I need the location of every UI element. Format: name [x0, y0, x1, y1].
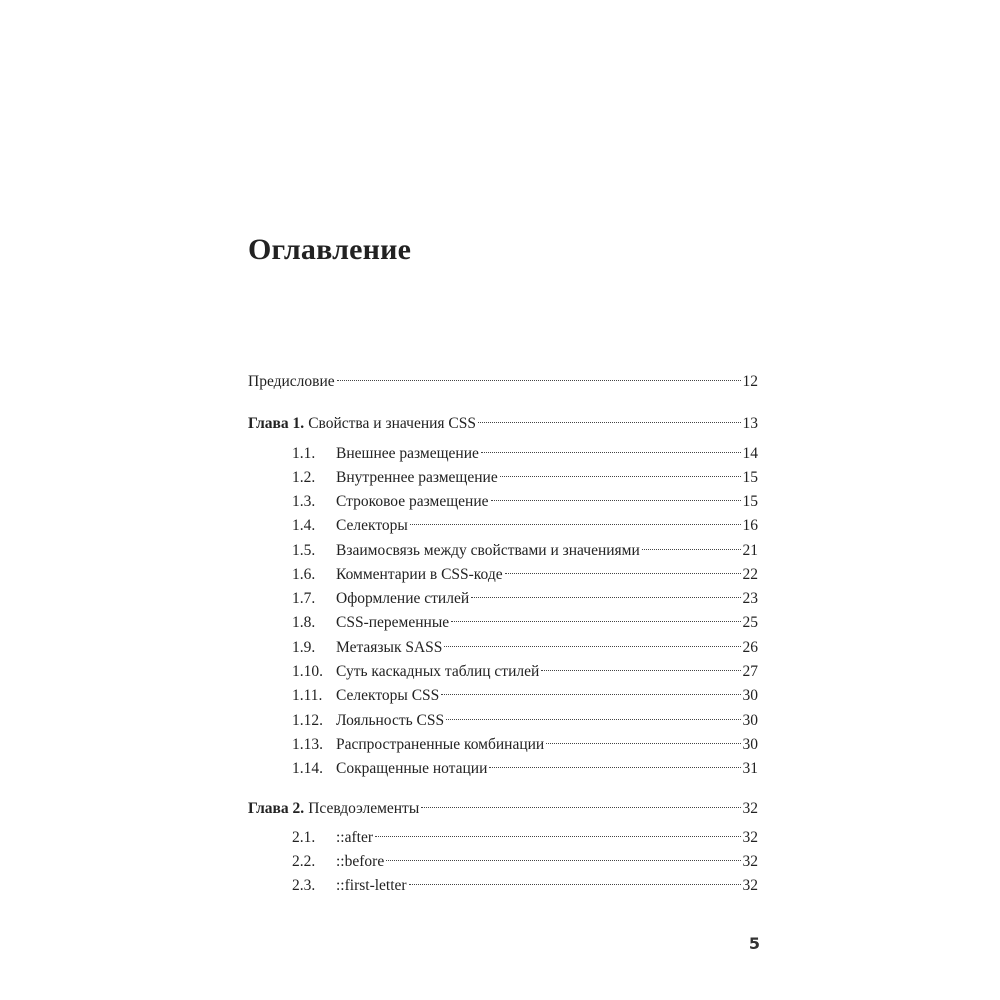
- toc-section[interactable]: [248, 559, 758, 583]
- toc-entry-page: 14: [742, 445, 758, 462]
- toc-entry-title: Взаимосвязь между свойствами и значениями: [336, 542, 640, 559]
- toc-entry-page: 25: [742, 614, 758, 631]
- toc-entry-title: Внешнее размещение: [336, 445, 479, 462]
- toc-entry-page: 16: [742, 517, 758, 534]
- toc-entry-title: Комментарии в CSS-коде: [336, 566, 503, 583]
- toc-section[interactable]: [248, 729, 758, 753]
- table-of-contents: [248, 0, 758, 1000]
- toc-entry-title: CSS-переменные: [336, 614, 450, 631]
- toc-entry-page: 15: [742, 493, 758, 510]
- toc-chapter-2[interactable]: [248, 793, 758, 817]
- toc-entry-page: 23: [742, 590, 758, 607]
- toc-entry-title: ::after: [336, 829, 374, 846]
- toc-entry-page: 26: [742, 639, 758, 656]
- dot-leader: [410, 510, 741, 530]
- toc-section[interactable]: [248, 656, 758, 680]
- toc-entry-title: ::first-letter: [336, 877, 407, 894]
- toc-entry-title: Псевдоэлементы: [308, 800, 420, 817]
- toc-section[interactable]: [248, 583, 758, 607]
- dot-leader: [642, 535, 741, 555]
- toc-entry-title: Предисловие: [248, 373, 335, 390]
- toc-entry-title: Сокращенные нотации: [336, 760, 488, 777]
- toc-entry-title: Распространенные комбинации: [336, 736, 545, 753]
- toc-entry-page: 30: [742, 736, 758, 753]
- toc-entry-title: Лояльность CSS: [336, 712, 445, 729]
- chapter-label: Глава 2.: [248, 800, 305, 817]
- dot-leader: [446, 705, 740, 725]
- section-number: 1.8.: [292, 614, 316, 631]
- toc-entry-page: 13: [742, 415, 758, 432]
- dot-leader: [471, 583, 740, 603]
- toc-entry-page: 32: [742, 853, 758, 870]
- dot-leader: [444, 632, 740, 652]
- toc-entry-page: 30: [742, 712, 758, 729]
- dot-leader: [478, 408, 740, 428]
- section-number: 1.4.: [292, 517, 316, 534]
- section-number: 2.1.: [292, 829, 316, 846]
- toc-entry-title: Селекторы CSS: [336, 687, 440, 704]
- toc-entry-page: 12: [742, 373, 758, 390]
- toc-section[interactable]: [248, 753, 758, 777]
- section-number: 1.11.: [292, 687, 323, 704]
- toc-entry-page: 22: [742, 566, 758, 583]
- toc-chapter-1[interactable]: [248, 408, 758, 432]
- toc-entry-title: Метаязык SASS: [336, 639, 443, 656]
- dot-leader: [375, 822, 740, 842]
- dot-leader: [491, 486, 741, 506]
- section-number: 1.10.: [292, 663, 323, 680]
- toc-section[interactable]: [248, 822, 758, 846]
- toc-entry-title: ::before: [336, 853, 385, 870]
- section-number: 1.6.: [292, 566, 316, 583]
- toc-section[interactable]: [248, 486, 758, 510]
- page-number: 5: [748, 934, 760, 953]
- toc-entry-title: Строковое размещение: [336, 493, 489, 510]
- dot-leader: [451, 607, 740, 627]
- section-number: 1.7.: [292, 590, 316, 607]
- toc-entry-page: 32: [742, 829, 758, 846]
- toc-section[interactable]: [248, 705, 758, 729]
- toc-section[interactable]: [248, 632, 758, 656]
- toc-entry-title: Селекторы: [336, 517, 408, 534]
- dot-leader: [505, 559, 741, 579]
- toc-entry-page: 31: [742, 760, 758, 777]
- dot-leader: [421, 793, 740, 813]
- dot-leader: [337, 366, 741, 386]
- dot-leader: [546, 729, 740, 749]
- toc-entry-title: Суть каскадных таблиц стилей: [336, 663, 540, 680]
- section-number: 1.13.: [292, 736, 323, 753]
- toc-section[interactable]: [248, 462, 758, 486]
- toc-entry-page: 32: [742, 877, 758, 894]
- toc-section[interactable]: [248, 870, 758, 894]
- dot-leader: [441, 680, 740, 700]
- toc-entry-preface[interactable]: [248, 366, 758, 390]
- section-number: 1.1.: [292, 445, 316, 462]
- dot-leader: [500, 462, 741, 482]
- section-number: 1.5.: [292, 542, 316, 559]
- toc-entry-title: Оформление стилей: [336, 590, 470, 607]
- toc-entry-title: Внутреннее размещение: [336, 469, 498, 486]
- toc-section[interactable]: [248, 510, 758, 534]
- toc-entry-page: 15: [742, 469, 758, 486]
- section-number: 1.2.: [292, 469, 316, 486]
- dot-leader: [489, 753, 740, 773]
- toc-entry-title: Свойства и значения CSS: [308, 415, 477, 432]
- section-number: 1.14.: [292, 760, 323, 777]
- dot-leader: [481, 438, 741, 458]
- dot-leader: [386, 846, 740, 866]
- section-number: 1.12.: [292, 712, 323, 729]
- dot-leader: [541, 656, 740, 676]
- page-title: Оглавление: [248, 233, 412, 266]
- dot-leader: [409, 870, 741, 890]
- toc-entry-page: 30: [742, 687, 758, 704]
- section-number: 1.9.: [292, 639, 316, 656]
- toc-entry-page: 27: [742, 663, 758, 680]
- toc-section[interactable]: [248, 535, 758, 559]
- toc-section[interactable]: [248, 438, 758, 462]
- toc-section[interactable]: [248, 680, 758, 704]
- toc-entry-page: 21: [742, 542, 758, 559]
- section-number: 2.2.: [292, 853, 316, 870]
- chapter-label: Глава 1.: [248, 415, 305, 432]
- toc-section[interactable]: [248, 607, 758, 631]
- toc-section[interactable]: [248, 846, 758, 870]
- toc-entry-page: 32: [742, 800, 758, 817]
- section-number: 2.3.: [292, 877, 316, 894]
- section-number: 1.3.: [292, 493, 316, 510]
